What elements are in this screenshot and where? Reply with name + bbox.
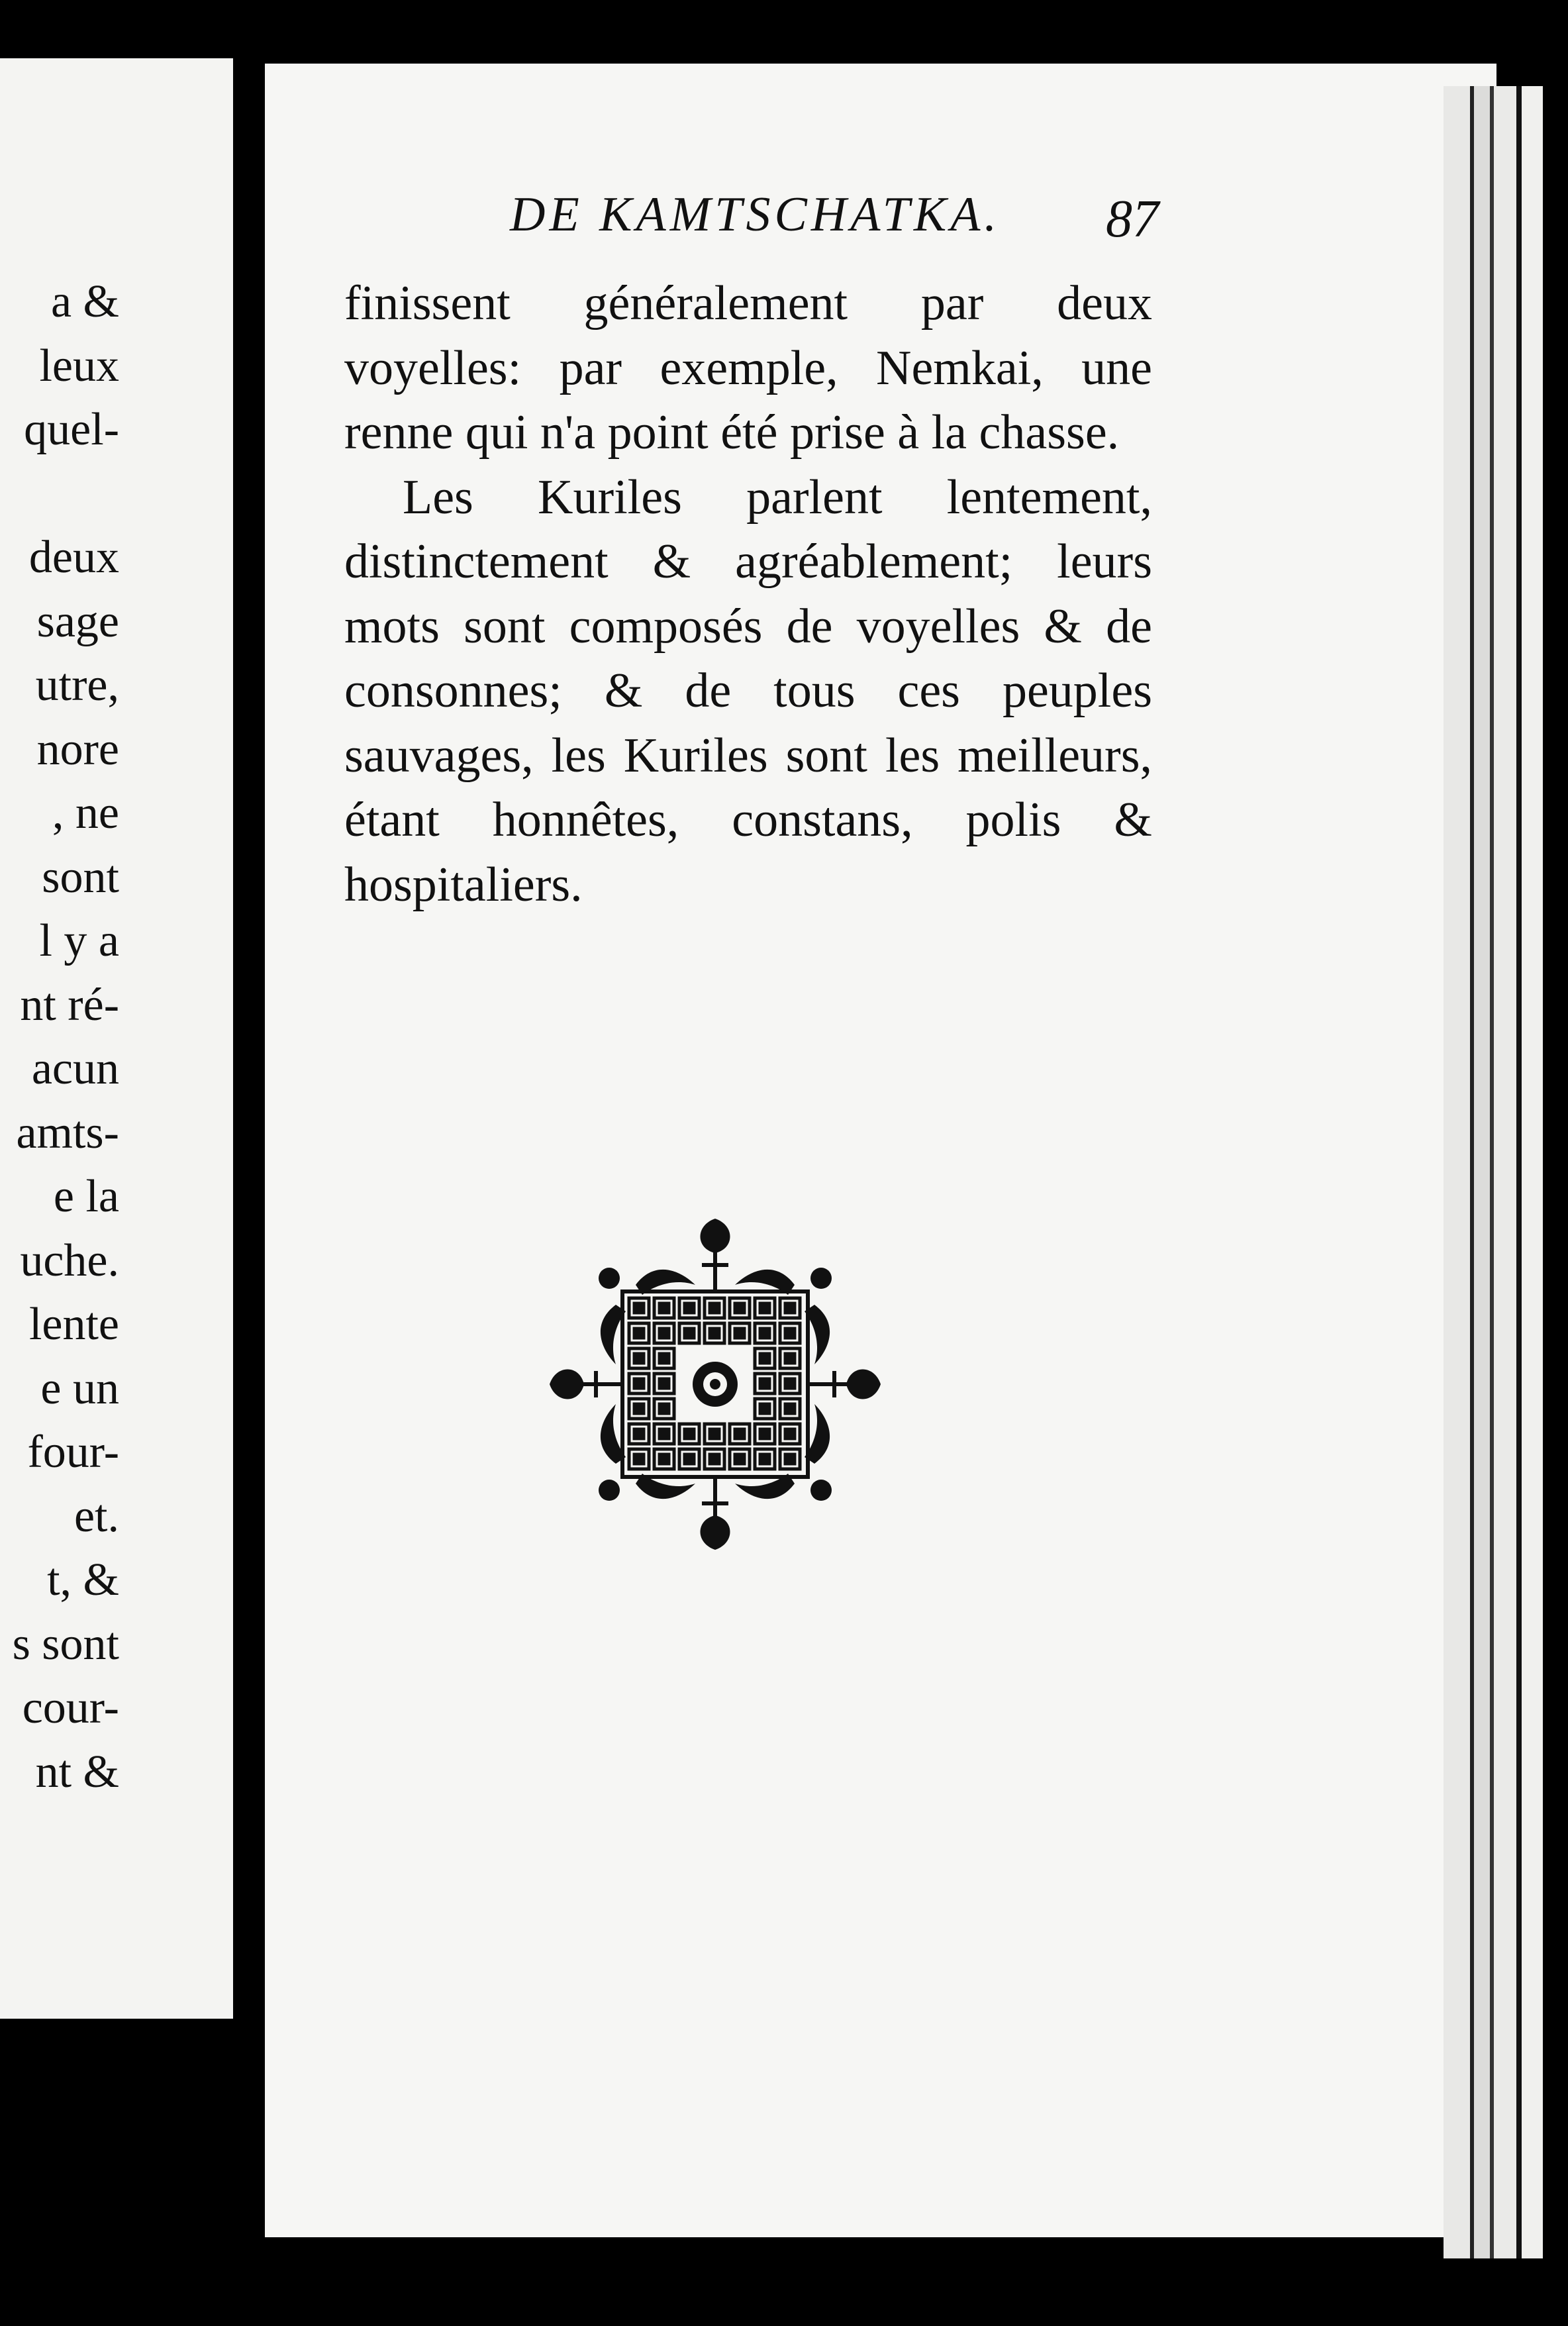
ornament-square-inner bbox=[760, 1329, 769, 1338]
ornament-square-inner bbox=[785, 1329, 795, 1338]
ornament-square-inner bbox=[735, 1329, 744, 1338]
left-page-line bbox=[13, 462, 119, 527]
ornament-square-inner bbox=[760, 1303, 769, 1313]
ornament-square-inner bbox=[760, 1379, 769, 1388]
left-page-line: quel- bbox=[24, 404, 119, 455]
ornament-square-inner bbox=[710, 1329, 719, 1338]
ornament-square-inner bbox=[660, 1379, 669, 1388]
ornament-square-inner bbox=[660, 1303, 669, 1313]
ornament-square-inner bbox=[710, 1429, 719, 1439]
ornament-square-inner bbox=[660, 1354, 669, 1363]
page-header bbox=[510, 187, 1172, 260]
ornament-square-inner bbox=[760, 1429, 769, 1439]
ornament-square-inner bbox=[685, 1429, 694, 1439]
ornament-square-inner bbox=[785, 1303, 795, 1313]
ornament-square-inner bbox=[785, 1354, 795, 1363]
left-page-line: s sont bbox=[12, 1618, 119, 1670]
ornament-square-inner bbox=[735, 1454, 744, 1464]
ornament-square-inner bbox=[634, 1379, 644, 1388]
ornament-square-inner bbox=[710, 1454, 719, 1464]
left-page-line: utre, bbox=[35, 660, 119, 711]
left-page-line: cour- bbox=[22, 1682, 119, 1733]
left-page-line: e un bbox=[40, 1362, 119, 1414]
running-title: DE KAMTSCHATKA. bbox=[510, 187, 1001, 242]
paragraph-1: finissent généralement par deux voyelles: par exemple, Nemkai, une renne qui n'a point été prise à la chasse. bbox=[344, 276, 1152, 460]
ornament-square-inner bbox=[634, 1329, 644, 1338]
left-page-line: e la bbox=[53, 1171, 119, 1222]
ornament-square-inner bbox=[634, 1303, 644, 1313]
ornament-square-inner bbox=[685, 1303, 694, 1313]
page-number: 87 bbox=[1106, 190, 1159, 248]
left-page-line: deux bbox=[28, 532, 119, 583]
ornament-square-inner bbox=[760, 1354, 769, 1363]
ornament-square-inner bbox=[634, 1429, 644, 1439]
ornament-square-inner bbox=[785, 1429, 795, 1439]
ornament-square-inner bbox=[634, 1454, 644, 1464]
left-page-line: sont bbox=[42, 851, 119, 903]
left-page-line: leux bbox=[39, 340, 119, 391]
ornament-square-inner bbox=[735, 1303, 744, 1313]
left-page-line: acun bbox=[31, 1043, 119, 1094]
left-page-line: amts- bbox=[16, 1107, 119, 1158]
left-page-line: sage bbox=[36, 595, 119, 647]
ornament-square-inner bbox=[685, 1454, 694, 1464]
paragraph-2: Les Kuriles parlent lentement, distinctement & agréablement; leurs mots sont composés de voyelles & de consonnes; & de tous ces peuples sauvages, les Kuriles sont les meilleurs, étant honnêtes, constans, polis & hospitaliers. bbox=[344, 470, 1152, 912]
left-page-line: , ne bbox=[52, 787, 119, 838]
left-page-line: l y a bbox=[39, 915, 119, 966]
left-page-line: lente bbox=[28, 1299, 119, 1350]
left-page-line: uche. bbox=[20, 1235, 119, 1286]
left-page-line: t, & bbox=[47, 1554, 119, 1605]
book-gutter bbox=[233, 53, 264, 2027]
left-page-line: et. bbox=[74, 1490, 119, 1542]
ornament-square-inner bbox=[634, 1354, 644, 1363]
ornament-square-inner bbox=[760, 1404, 769, 1413]
ornament-square-inner bbox=[710, 1303, 719, 1313]
left-page-line: four- bbox=[27, 1427, 119, 1478]
ornament-square-inner bbox=[660, 1329, 669, 1338]
ornament-square-inner bbox=[660, 1404, 669, 1413]
body-text bbox=[344, 272, 1152, 917]
page-edges bbox=[1444, 86, 1563, 2258]
left-page-line: nt & bbox=[35, 1746, 119, 1797]
ornament-square-inner bbox=[785, 1454, 795, 1464]
left-page-line: a & bbox=[50, 276, 119, 327]
left-page bbox=[0, 58, 237, 2019]
ornament-square-inner bbox=[760, 1454, 769, 1464]
printers-ornament-icon bbox=[543, 1212, 887, 1556]
left-page-line: nore bbox=[36, 723, 119, 775]
ornament-square-inner bbox=[785, 1404, 795, 1413]
left-page-text bbox=[13, 270, 119, 1804]
ornament-square-inner bbox=[660, 1429, 669, 1439]
ornament-square-inner bbox=[735, 1429, 744, 1439]
left-page-line: nt ré- bbox=[20, 979, 119, 1031]
ornament-square-inner bbox=[660, 1454, 669, 1464]
ornament-square-inner bbox=[634, 1404, 644, 1413]
ornament-square-inner bbox=[785, 1379, 795, 1388]
ornament-square-inner bbox=[685, 1329, 694, 1338]
